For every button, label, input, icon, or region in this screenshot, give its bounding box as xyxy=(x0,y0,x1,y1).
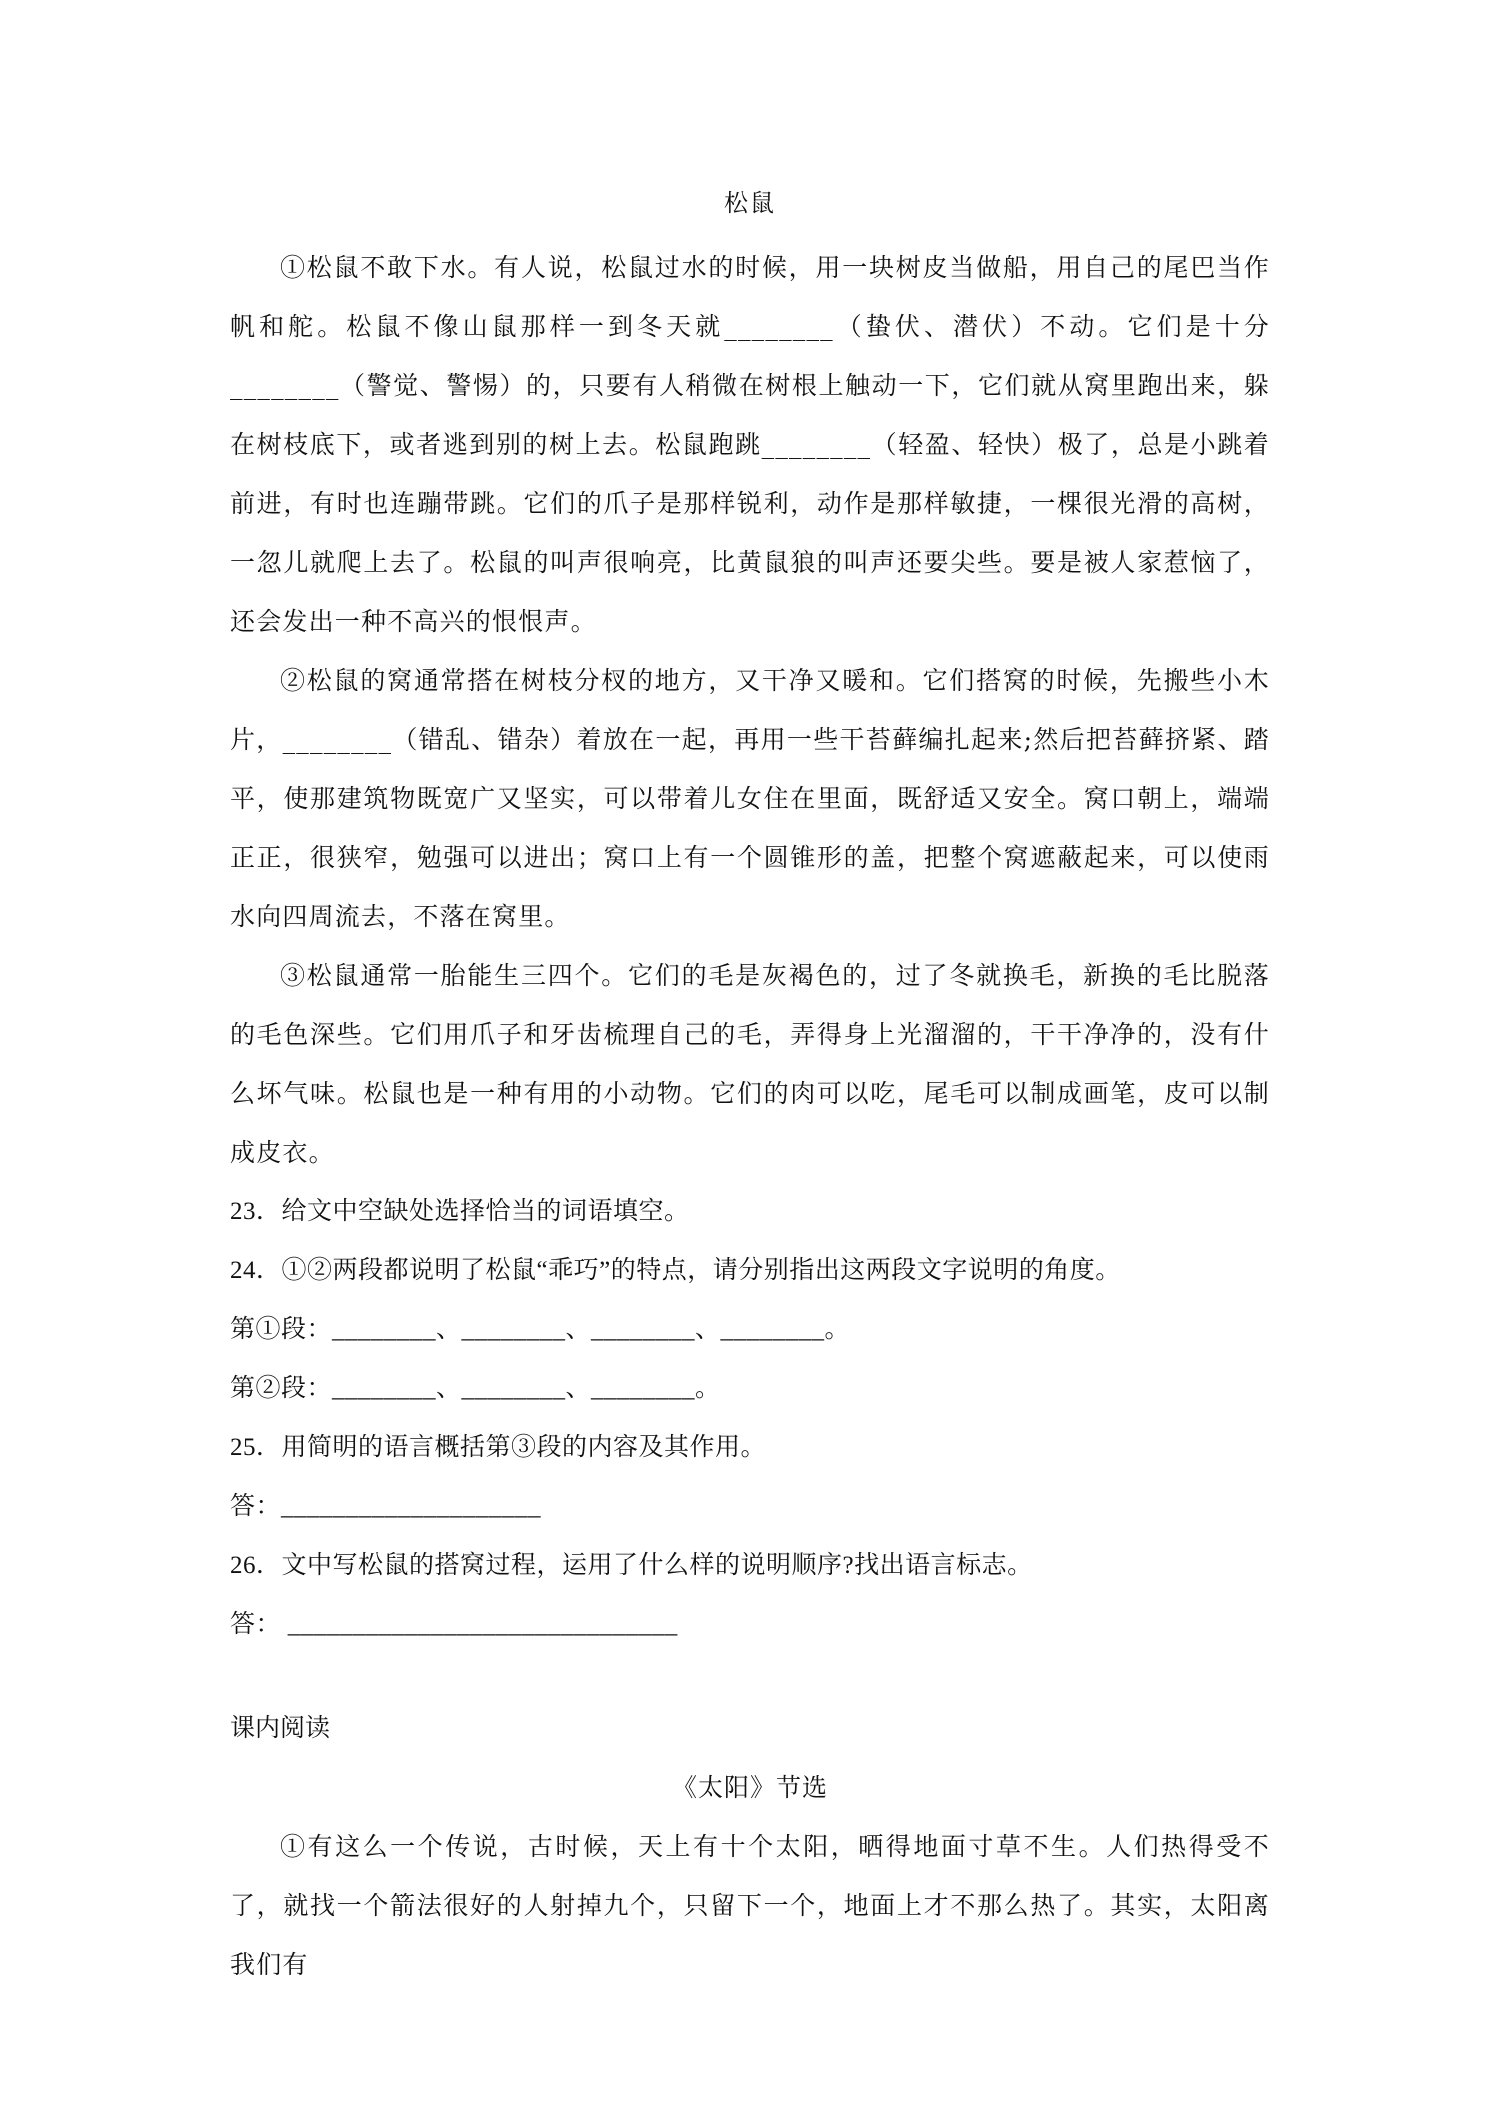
answer-line-para2: 第②段：________、________、________。 xyxy=(230,1375,721,1402)
section-label: 课内阅读 xyxy=(230,1715,331,1742)
section-gap xyxy=(230,1654,1270,1699)
question-26: 26．文中写松鼠的搭窝过程，运用了什么样的说明顺序?找出语言标志。 xyxy=(230,1552,1033,1579)
answer-line-26: 答： ______________________________ xyxy=(230,1611,678,1638)
paragraph-2: ②松鼠的窝通常搭在树枝分杈的地方，又干净又暖和。它们搭窝的时候，先搬些小木片，________（错乱、错杂）着放在一起，再用一些干苔藓编扎起来;然后把苔藓挤紧、踏平，使那建筑物既宽广又坚实，可以带着儿女住在里面，既舒适又安全。窝口朝上，端端正正，很狭窄，勉强可以进出；窝口上有一个圆锥形的盖，把整个窝遮蔽起来，可以使雨水向四周流去，不落在窝里。 xyxy=(230,666,1270,931)
document-page xyxy=(230,188,1270,1994)
paragraph-1: ①松鼠不敢下水。有人说，松鼠过水的时候，用一块树皮当做船，用自己的尾巴当作帆和舵。松鼠不像山鼠那样一到冬天就________（蛰伏、潜伏）不动。它们是十分________（警觉、警惕）的，只要有人稍微在树根上触动一下，它们就从窝里跑出来，躲在树枝底下，或者逃到别的树上去。松鼠跑跳________（轻盈、轻快）极了，总是小跳着前进，有时也连蹦带跳。它们的爪子是那样锐利，动作是那样敏捷，一棵很光滑的高树，一忽儿就爬上去了。松鼠的叫声很响亮，比黄鼠狼的叫声还要尖些。要是被人家惹恼了，还会发出一种不高兴的恨恨声。 xyxy=(230,253,1270,636)
answer-line-25: 答：____________________ xyxy=(230,1493,542,1520)
question-25: 25．用简明的语言概括第③段的内容及其作用。 xyxy=(230,1434,767,1461)
article-title: 松鼠 xyxy=(724,189,776,217)
answer-line-para1: 第①段：________、________、________、________。 xyxy=(230,1316,851,1343)
section-title: 《太阳》节选 xyxy=(671,1773,828,1802)
paragraph-3: ③松鼠通常一胎能生三四个。它们的毛是灰褐色的，过了冬就换毛，新换的毛比脱落的毛色深些。它们用爪子和牙齿梳理自己的毛，弄得身上光溜溜的，干干净净的，没有什么坏气味。松鼠也是一种有用的小动物。它们的肉可以吃，尾毛可以制成画笔，皮可以制成皮衣。 xyxy=(230,961,1270,1167)
question-24: 24．①②两段都说明了松鼠“乖巧”的特点，请分别指出这两段文字说明的角度。 xyxy=(230,1257,1121,1284)
section-paragraph-1: ①有这么一个传说，古时候，天上有十个太阳，晒得地面寸草不生。人们热得受不了，就找一个箭法很好的人射掉九个，只留下一个，地面上才不那么热了。其实，太阳离我们有 xyxy=(230,1832,1270,1979)
question-23: 23．给文中空缺处选择恰当的词语填空。 xyxy=(230,1198,690,1225)
